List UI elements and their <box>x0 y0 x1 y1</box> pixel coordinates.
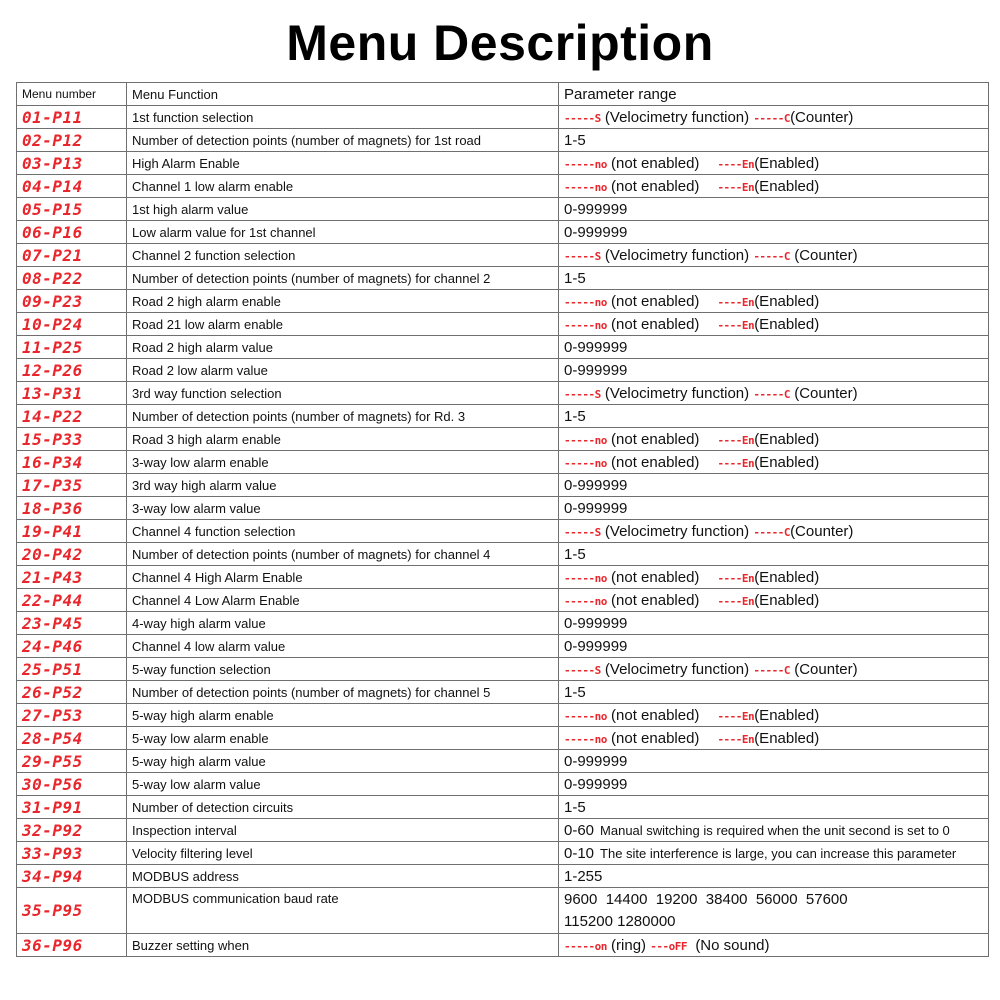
param-text: (Counter) <box>790 522 854 540</box>
table-row <box>17 106 989 129</box>
parameter-range <box>559 888 989 934</box>
table-row <box>17 405 989 428</box>
seg-display: -----no <box>564 456 607 470</box>
table-row <box>17 497 989 520</box>
param-text: (Enabled) <box>754 177 820 195</box>
parameter-range: 0-999999 <box>559 635 989 658</box>
seg-display: ----En <box>717 180 755 194</box>
menu-function: 5-way function selection <box>127 658 559 681</box>
table-row <box>17 727 989 750</box>
menu-function: Number of detection points (number of magnets) for channel 4 <box>127 543 559 566</box>
seg-display: -----no <box>564 709 607 723</box>
table-row <box>17 566 989 589</box>
menu-function: 5-way low alarm enable <box>127 727 559 750</box>
parameter-range: 1-5 <box>559 796 989 819</box>
menu-function: Inspection interval <box>127 819 559 842</box>
menu-function: Low alarm value for 1st channel <box>127 221 559 244</box>
menu-number: 13-P31 <box>17 382 127 405</box>
menu-number: 34-P94 <box>17 865 127 888</box>
header-row <box>17 83 989 106</box>
parameter-range <box>559 934 989 957</box>
menu-function: 1st high alarm value <box>127 198 559 221</box>
table-row <box>17 520 989 543</box>
parameter-range <box>559 382 989 405</box>
seg-display: ----En <box>717 295 755 309</box>
baud-line: 9600 14400 19200 38400 56000 57600 <box>564 890 848 908</box>
menu-number: 11-P25 <box>17 336 127 359</box>
param-text: (Counter) <box>790 246 858 264</box>
menu-function: 3-way low alarm enable <box>127 451 559 474</box>
table-row <box>17 152 989 175</box>
seg-display: -----C <box>753 249 791 263</box>
parameter-range <box>559 244 989 267</box>
menu-function: MODBUS communication baud rate <box>127 888 559 934</box>
menu-number: 23-P45 <box>17 612 127 635</box>
menu-number: 18-P36 <box>17 497 127 520</box>
table-row <box>17 175 989 198</box>
menu-number: 24-P46 <box>17 635 127 658</box>
menu-number: 35-P95 <box>17 888 127 934</box>
menu-function: Number of detection points (number of magnets) for channel 2 <box>127 267 559 290</box>
table-row <box>17 244 989 267</box>
menu-number: 16-P34 <box>17 451 127 474</box>
seg-display: -----C <box>753 111 791 125</box>
parameter-range <box>559 842 989 865</box>
parameter-range: 1-5 <box>559 681 989 704</box>
menu-function: Channel 4 function selection <box>127 520 559 543</box>
param-text: (Velocimetry function) <box>600 384 750 402</box>
param-text: (Enabled) <box>754 430 820 448</box>
menu-function: Road 2 high alarm enable <box>127 290 559 313</box>
parameter-range: 0-999999 <box>559 750 989 773</box>
table-row <box>17 543 989 566</box>
table-row <box>17 359 989 382</box>
param-text: (Velocimetry function) <box>600 660 750 678</box>
param-text: (Enabled) <box>754 591 820 609</box>
parameter-range <box>559 727 989 750</box>
seg-display: ----En <box>717 571 755 585</box>
menu-function: Number of detection points (number of magnets) for Rd. 3 <box>127 405 559 428</box>
baud-line: 115200 1280000 <box>564 912 676 930</box>
table-row <box>17 428 989 451</box>
param-text: (not enabled) <box>611 568 700 586</box>
menu-number: 15-P33 <box>17 428 127 451</box>
parameter-range <box>559 658 989 681</box>
param-text: (ring) <box>611 936 647 954</box>
table-row <box>17 474 989 497</box>
menu-number: 26-P52 <box>17 681 127 704</box>
menu-number: 03-P13 <box>17 152 127 175</box>
parameter-range: 0-999999 <box>559 221 989 244</box>
menu-function: Number of detection points (number of magnets) for 1st road <box>127 129 559 152</box>
menu-function: Road 2 low alarm value <box>127 359 559 382</box>
param-note: The site interference is large, you can increase this parameter <box>600 845 957 861</box>
param-text: 0-60 <box>564 821 595 839</box>
seg-display: -----C <box>753 525 791 539</box>
param-text: (Velocimetry function) <box>600 246 750 264</box>
param-text: (not enabled) <box>611 315 700 333</box>
parameter-range <box>559 451 989 474</box>
param-text: (Enabled) <box>754 453 820 471</box>
seg-display: -----on <box>564 939 607 953</box>
param-text: (not enabled) <box>611 177 700 195</box>
parameter-range: 0-999999 <box>559 198 989 221</box>
menu-number: 29-P55 <box>17 750 127 773</box>
header-menu-number: Menu number <box>17 83 127 106</box>
table-row <box>17 451 989 474</box>
menu-number: 06-P16 <box>17 221 127 244</box>
param-text: (not enabled) <box>611 729 700 747</box>
seg-display: ----En <box>717 433 755 447</box>
menu-function: MODBUS address <box>127 865 559 888</box>
menu-number: 21-P43 <box>17 566 127 589</box>
table-row <box>17 635 989 658</box>
table-row <box>17 589 989 612</box>
parameter-range <box>559 175 989 198</box>
seg-display: -----no <box>564 732 607 746</box>
menu-function: 4-way high alarm value <box>127 612 559 635</box>
page-title: Menu Description <box>286 15 714 71</box>
menu-function: Velocity filtering level <box>127 842 559 865</box>
table-row <box>17 313 989 336</box>
seg-display: ----En <box>717 709 755 723</box>
menu-number: 31-P91 <box>17 796 127 819</box>
menu-number: 32-P92 <box>17 819 127 842</box>
seg-display: ----En <box>717 157 755 171</box>
menu-table <box>16 82 989 957</box>
table-row <box>17 704 989 727</box>
parameter-range <box>559 566 989 589</box>
param-text: (not enabled) <box>611 706 700 724</box>
table-row <box>17 336 989 359</box>
param-text: (Enabled) <box>754 154 820 172</box>
menu-function: Channel 1 low alarm enable <box>127 175 559 198</box>
table-row <box>17 612 989 635</box>
menu-function: Number of detection points (number of magnets) for channel 5 <box>127 681 559 704</box>
table-row <box>17 842 989 865</box>
param-text: (not enabled) <box>611 591 700 609</box>
param-text: (Counter) <box>790 108 854 126</box>
parameter-range <box>559 704 989 727</box>
param-text: (not enabled) <box>611 453 700 471</box>
menu-function: 3rd way function selection <box>127 382 559 405</box>
parameter-range: 1-5 <box>559 129 989 152</box>
parameter-range: 1-5 <box>559 267 989 290</box>
param-note: Manual switching is required when the unit second is set to 0 <box>600 822 950 838</box>
table-row <box>17 658 989 681</box>
menu-number: 20-P42 <box>17 543 127 566</box>
parameter-range: 1-5 <box>559 405 989 428</box>
table-row <box>17 819 989 842</box>
table-row <box>17 681 989 704</box>
menu-function: 5-way high alarm value <box>127 750 559 773</box>
parameter-range: 1-5 <box>559 543 989 566</box>
seg-display: -----S <box>564 111 601 125</box>
menu-number: 04-P14 <box>17 175 127 198</box>
menu-function: Buzzer setting when <box>127 934 559 957</box>
menu-number: 25-P51 <box>17 658 127 681</box>
menu-number: 02-P12 <box>17 129 127 152</box>
menu-number: 07-P21 <box>17 244 127 267</box>
seg-display: ----En <box>717 318 755 332</box>
parameter-range: 0-999999 <box>559 359 989 382</box>
menu-number: 17-P35 <box>17 474 127 497</box>
menu-function: 1st function selection <box>127 106 559 129</box>
parameter-range: 0-999999 <box>559 336 989 359</box>
parameter-range <box>559 520 989 543</box>
table-row <box>17 221 989 244</box>
param-text: (Enabled) <box>754 292 820 310</box>
param-text: (Velocimetry function) <box>600 108 750 126</box>
menu-function: Road 3 high alarm enable <box>127 428 559 451</box>
seg-display: ----En <box>717 456 755 470</box>
menu-function: 3-way low alarm value <box>127 497 559 520</box>
seg-display: -----S <box>564 249 601 263</box>
menu-number: 19-P41 <box>17 520 127 543</box>
seg-display: -----no <box>564 180 607 194</box>
seg-display: -----no <box>564 318 607 332</box>
seg-display: -----no <box>564 433 607 447</box>
seg-display: ----En <box>717 594 755 608</box>
parameter-range: 1-255 <box>559 865 989 888</box>
menu-number: 33-P93 <box>17 842 127 865</box>
param-text: 0-10 <box>564 844 595 862</box>
menu-function: Number of detection circuits <box>127 796 559 819</box>
header-menu-function: Menu Function <box>127 83 559 106</box>
header-parameter-range: Parameter range <box>559 83 989 106</box>
param-text: (not enabled) <box>611 292 700 310</box>
table-row <box>17 198 989 221</box>
menu-number: 14-P22 <box>17 405 127 428</box>
menu-number: 08-P22 <box>17 267 127 290</box>
param-text: (Counter) <box>790 660 858 678</box>
seg-display: -----S <box>564 525 601 539</box>
parameter-range: 0-999999 <box>559 474 989 497</box>
parameter-range: 0-999999 <box>559 497 989 520</box>
menu-number: 22-P44 <box>17 589 127 612</box>
menu-function: Road 21 low alarm enable <box>127 313 559 336</box>
menu-function: Channel 2 function selection <box>127 244 559 267</box>
table-row <box>17 888 989 934</box>
parameter-range: 0-999999 <box>559 612 989 635</box>
menu-number: 01-P11 <box>17 106 127 129</box>
param-text: (Enabled) <box>754 315 820 333</box>
param-text: (Enabled) <box>754 729 820 747</box>
table-row <box>17 382 989 405</box>
seg-display: ---oFF <box>650 939 687 953</box>
menu-function: High Alarm Enable <box>127 152 559 175</box>
seg-display: -----S <box>564 663 601 677</box>
parameter-range <box>559 313 989 336</box>
parameter-range <box>559 589 989 612</box>
param-text: (Counter) <box>790 384 858 402</box>
seg-display: -----no <box>564 157 607 171</box>
table-row <box>17 773 989 796</box>
menu-function: 3rd way high alarm value <box>127 474 559 497</box>
param-text: (not enabled) <box>611 154 700 172</box>
parameter-range <box>559 106 989 129</box>
menu-function: Channel 4 High Alarm Enable <box>127 566 559 589</box>
table-row <box>17 934 989 957</box>
seg-display: ----En <box>717 732 755 746</box>
parameter-range: 0-999999 <box>559 773 989 796</box>
menu-number: 09-P23 <box>17 290 127 313</box>
table-row <box>17 865 989 888</box>
menu-function: 5-way low alarm value <box>127 773 559 796</box>
table-row <box>17 750 989 773</box>
parameter-range <box>559 290 989 313</box>
seg-display: -----S <box>564 387 601 401</box>
table-row <box>17 267 989 290</box>
param-text: (No sound) <box>695 936 770 954</box>
menu-function: Road 2 high alarm value <box>127 336 559 359</box>
parameter-range <box>559 428 989 451</box>
parameter-range <box>559 152 989 175</box>
menu-number: 36-P96 <box>17 934 127 957</box>
seg-display: -----no <box>564 295 607 309</box>
seg-display: -----no <box>564 594 607 608</box>
param-text: (not enabled) <box>611 430 700 448</box>
seg-display: -----no <box>564 571 607 585</box>
menu-function: 5-way high alarm enable <box>127 704 559 727</box>
table-row <box>17 129 989 152</box>
param-text: (Velocimetry function) <box>600 522 750 540</box>
seg-display: -----C <box>753 387 791 401</box>
parameter-range <box>559 819 989 842</box>
table-row <box>17 796 989 819</box>
menu-number: 27-P53 <box>17 704 127 727</box>
menu-function: Channel 4 low alarm value <box>127 635 559 658</box>
menu-number: 12-P26 <box>17 359 127 382</box>
seg-display: -----C <box>753 663 791 677</box>
menu-number: 28-P54 <box>17 727 127 750</box>
menu-number: 05-P15 <box>17 198 127 221</box>
param-text: (Enabled) <box>754 706 820 724</box>
param-text: (Enabled) <box>754 568 820 586</box>
table-row <box>17 290 989 313</box>
menu-number: 10-P24 <box>17 313 127 336</box>
menu-number: 30-P56 <box>17 773 127 796</box>
menu-function: Channel 4 Low Alarm Enable <box>127 589 559 612</box>
